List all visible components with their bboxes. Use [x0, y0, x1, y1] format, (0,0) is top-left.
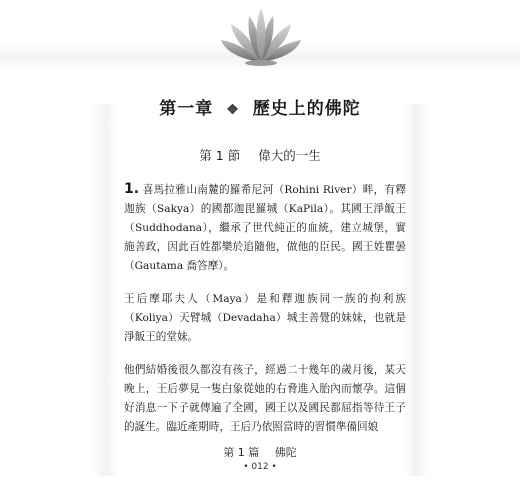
paragraph — [124, 290, 406, 347]
section-title — [0, 146, 520, 164]
ornament-icon: ❖ — [226, 102, 240, 118]
paragraph — [124, 361, 406, 437]
page-number: • 012 • — [243, 462, 277, 472]
running-footer — [0, 444, 520, 460]
part-title: 佛陀 — [274, 446, 297, 459]
part-label: 第 1 篇 — [223, 446, 260, 459]
paragraph — [124, 180, 406, 276]
section-number: 第 1 節 — [199, 148, 241, 163]
paragraph-text: 王后摩耶夫人（Maya）是和釋迦族同一族的拘利族（Koliya）天臂城（Devadaha）城主善覺的妹妹，也就是淨飯王的堂妹。 — [124, 293, 406, 343]
paragraph-text: 他們結婚後很久都沒有孩子，經過二十幾年的歲月後，某天晚上，王后夢見一隻白象從她的右脅進入胎內而懷孕。這個好消息一下子就傳遍了全國，國王以及國民都屈指等待王子的誕生。臨近產期時，王后乃依照當時的習慣準備回娘 — [124, 364, 406, 433]
body-text — [124, 180, 406, 451]
chapter-label: 第一章 — [159, 99, 214, 119]
paragraph-text: 喜馬拉雅山南麓的羅希尼河（Rohini River）畔，有釋迦族（Sakya）的國都迦毘羅城（KaPila）。其國王淨飯王（Suddhodana），繼承了世代純正的血統，建立城堡，實施善政，因此百姓都樂於追隨他，做他的臣民。國王姓瞿曇（Gautama 喬答摩）。 — [124, 184, 406, 272]
lotus-icon — [219, 6, 303, 68]
chapter-name: 歷史上的佛陀 — [252, 99, 361, 119]
chapter-title — [0, 94, 520, 119]
paragraph-number: 1. — [124, 181, 140, 197]
section-name: 偉大的一生 — [258, 148, 321, 163]
